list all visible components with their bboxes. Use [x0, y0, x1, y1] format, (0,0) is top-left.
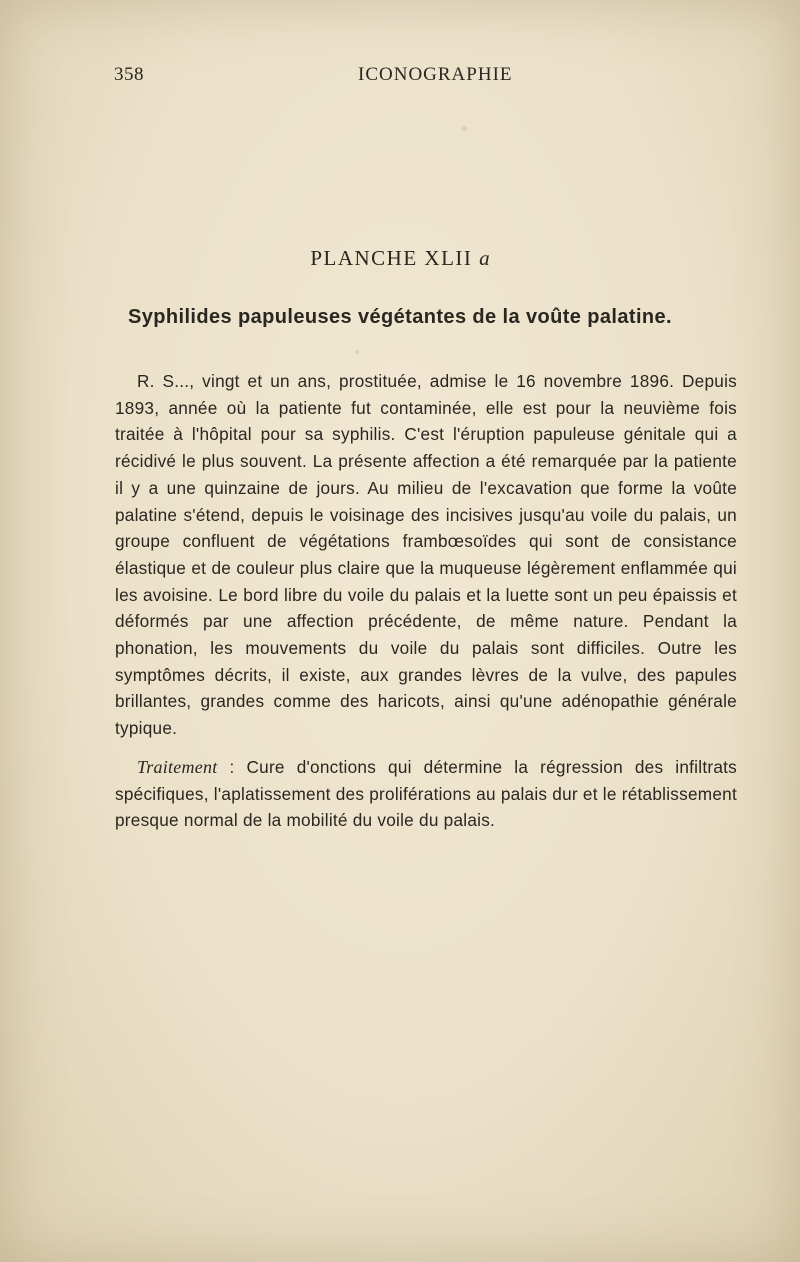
plate-title-text: PLANCHE XLII [310, 246, 473, 270]
plate-subtitle: Syphilides papuleuses végétantes de la voûte palatine. [128, 306, 672, 328]
page-number: 358 [114, 64, 144, 85]
running-head [0, 64, 800, 88]
running-title: ICONOGRAPHIE [358, 64, 513, 85]
case-description-paragraph: R. S..., vingt et un ans, prostituée, admise le 16 novembre 1896. Depuis 1893, année où la patiente fut contaminée, elle est pour la neuvième fois traitée à l'hôpital pour sa syphilis. C'est l'éruption papuleuse génitale qui a récidivé le plus souvent. La présente affection a été remarquée par la patiente il y a une quinzaine de jours. Au milieu de l'excavation que forme la voûte palatine s'étend, depuis le voisinage des incisives jusqu'au voile du palais, un groupe confluent de végétations frambœsoïdes qui sont de consistance élastique et de couleur plus claire que la muqueuse légèrement enflammée qui les avoisine. Le bord libre du voile du palais et la luette sont un peu épaissis et déformés par une affection précédente, de même nature. Pendant la phonation, les mouvements du voile du palais sont difficiles. Outre les symptômes décrits, il existe, aux grandes lèvres de la vulve, des papules brillantes, grandes comme des haricots, ainsi qu'une adénopathie générale typique. [115, 371, 737, 739]
treatment-text: : Cure d'onctions qui détermine la régression des infiltrats spécifiques, l'aplatissement des proliférations au palais dur et le rétablissement presque normal de la mobilité du voile du palais. [115, 756, 737, 831]
plate-title [0, 246, 800, 271]
treatment-label: Traitement [137, 756, 218, 777]
treatment-paragraph [115, 754, 737, 834]
body-text [115, 368, 737, 834]
paper-speck [462, 126, 467, 131]
plate-letter: a [479, 246, 490, 270]
paper-speck [355, 350, 359, 354]
